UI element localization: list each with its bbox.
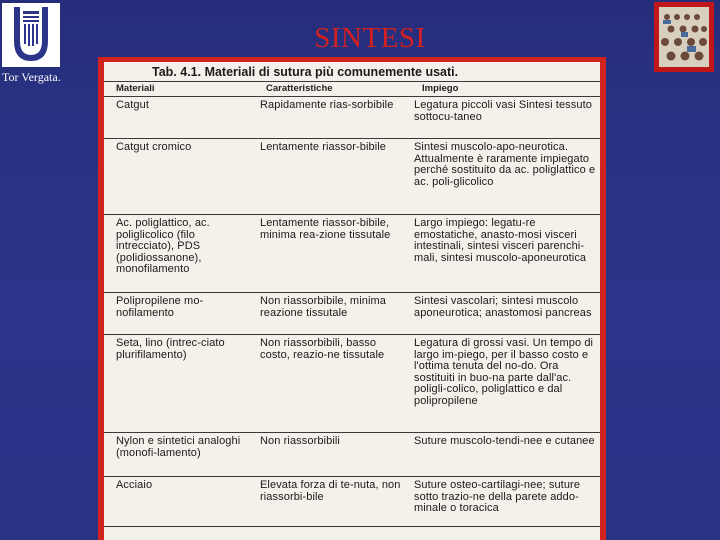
- cell-use: Largo impiego: legatu-re emostatiche, anasto-mosi visceri intestinali, sintesi visceri parenchi-mali, sintesi muscolo-aponeurotica: [410, 215, 600, 293]
- table-row: [104, 139, 600, 215]
- university-label: Tor Vergata.: [2, 70, 61, 84]
- column-header-use: Impiego: [410, 82, 600, 97]
- cell-use: Sintesi vascolari; sintesi muscolo aponeurotica; anastomosi pancreas: [410, 293, 600, 335]
- cell-material: Nylon e sintetici analoghi (monofi-lamento): [104, 433, 254, 477]
- cell-characteristics: Non riassorbibili, basso costo, reazio-ne tissutale: [254, 335, 410, 433]
- classroom-photo-icon: [659, 7, 709, 67]
- column-header-materials: Materiali: [104, 82, 254, 97]
- suture-table: [104, 62, 600, 540]
- cell-use: Legatura di grossi vasi. Un tempo di largo im-piego, per il basso costo e l'ottima tenuta del no-do. Ora sostituiti in buo-na parte dall'ac. poligli-colico, poliglattico e dal polipropilene: [410, 335, 600, 433]
- cell-use: Suture osteo-cartilagi-nee; suture sotto trazio-ne della parete addo-minale o toracica: [410, 477, 600, 527]
- classroom-thumbnail: [654, 2, 714, 72]
- cell-material: Ac. poliglattico, ac. poliglicolico (filo intrecciato), PDS (polidiossanone), monofilamento: [104, 215, 254, 293]
- table-row: [104, 97, 600, 139]
- cell-use: Legatura piccoli vasi Sintesi tessuto sottocu-taneo: [410, 97, 600, 139]
- table-row: [104, 293, 600, 335]
- cell-characteristics: Rapidamente rias-sorbibile: [254, 97, 410, 139]
- cell-use: Suture muscolo-tendi-nee e cutanee: [410, 433, 600, 477]
- cell-characteristics: Lentamente riassor-bibile: [254, 139, 410, 215]
- table-row: [104, 335, 600, 433]
- suture-table-frame: [98, 57, 606, 540]
- cell-material: Seta, lino (intrec-ciato plurifilamento): [104, 335, 254, 433]
- table-row: [104, 215, 600, 293]
- cell-characteristics: Lentamente riassor-bibile, minima rea-zione tissutale: [254, 215, 410, 293]
- table-row: [104, 433, 600, 477]
- table-row: [104, 477, 600, 527]
- cell-use: Sintesi muscolo-apo-neurotica. Attualmente è raramente impiegato perché sostituito da ac. poliglattico e ac. poli-glicolico: [410, 139, 600, 215]
- table-caption: Tab. 4.1. Materiali di sutura più comunemente usati.: [104, 62, 600, 82]
- cell-characteristics: Non riassorbibile, minima reazione tissutale: [254, 293, 410, 335]
- cell-material: Catgut cromico: [104, 139, 254, 215]
- materials-table: [104, 82, 600, 527]
- cell-material: Acciaio: [104, 477, 254, 527]
- table-header-row: [104, 82, 600, 97]
- cell-material: Catgut: [104, 97, 254, 139]
- slide-title: SINTESI: [314, 22, 426, 54]
- cell-characteristics: Elevata forza di te-nuta, non riassorbi-bile: [254, 477, 410, 527]
- cell-characteristics: Non riassorbibili: [254, 433, 410, 477]
- column-header-characteristics: Caratteristiche: [254, 82, 410, 97]
- cell-material: Polipropilene mo-nofilamento: [104, 293, 254, 335]
